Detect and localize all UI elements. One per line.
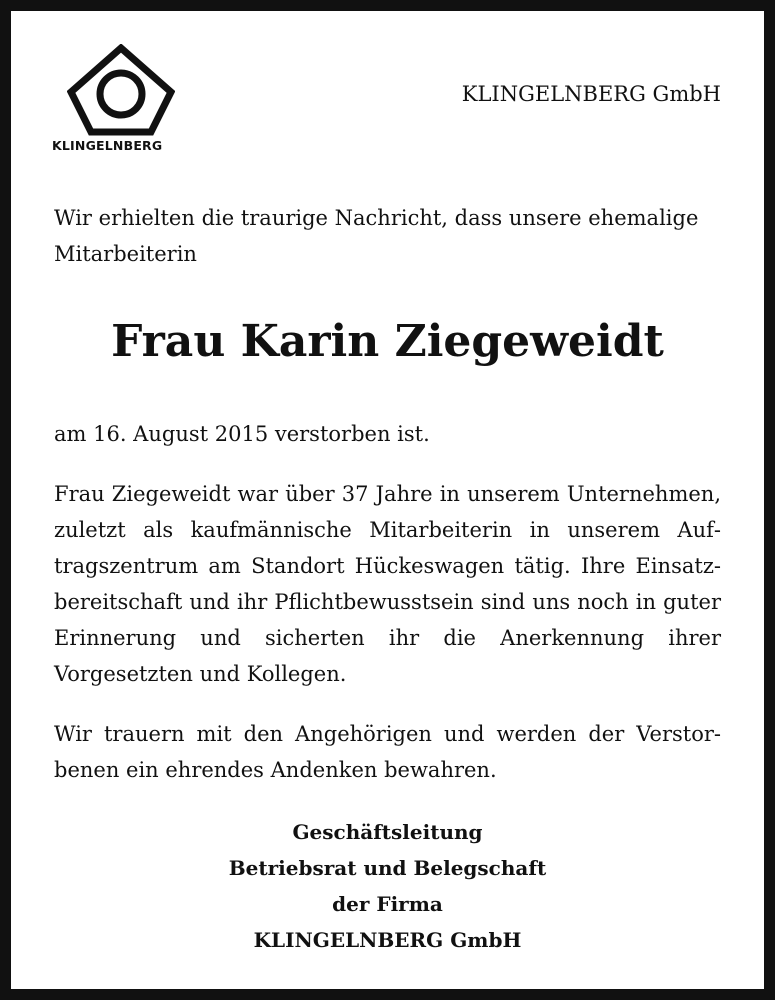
deceased-name: Frau Karin Ziegeweidt <box>111 316 664 367</box>
intro-text: Wir erhielten die traurige Nachricht, dass unsere ehemalige Mitarbeiterin <box>54 206 699 266</box>
date-of-death-line: am 16. August 2015 verstorben ist. <box>54 422 430 446</box>
company-logo <box>52 44 192 160</box>
logo-wordmark: KLINGELNBERG <box>52 138 163 153</box>
tribute-paragraph: Frau Ziegeweidt war über 37 Jahre in unserem Unternehmen, zuletzt als kaufmännische Mitarbeiterin in unserem Auftragszentrum am Standort Hückeswagen tätig. Ihre Einsatzbereitschaft und ihr Pflichtbewusstsein sind uns noch in guter Erinnerung und sicherten ihr die Anerkennung ihrer Vorgesetzten und Kollegen. <box>54 482 721 686</box>
signature-company-prefix: der Firma <box>332 892 443 916</box>
signature-block <box>0 814 775 958</box>
mourning-paragraph: Wir trauern mit den Angehörigen und werden der Verstorbenen ein ehrendes Andenken bewahren. <box>54 722 721 782</box>
signature-company-name: KLINGELNBERG GmbH <box>253 928 522 952</box>
company-name-header: KLINGELNBERG GmbH <box>461 82 721 106</box>
signature-works-council: Betriebsrat und Belegschaft <box>228 856 547 880</box>
klingelnberg-logo-icon <box>67 44 175 136</box>
signature-management: Geschäftsleitung <box>292 820 483 844</box>
